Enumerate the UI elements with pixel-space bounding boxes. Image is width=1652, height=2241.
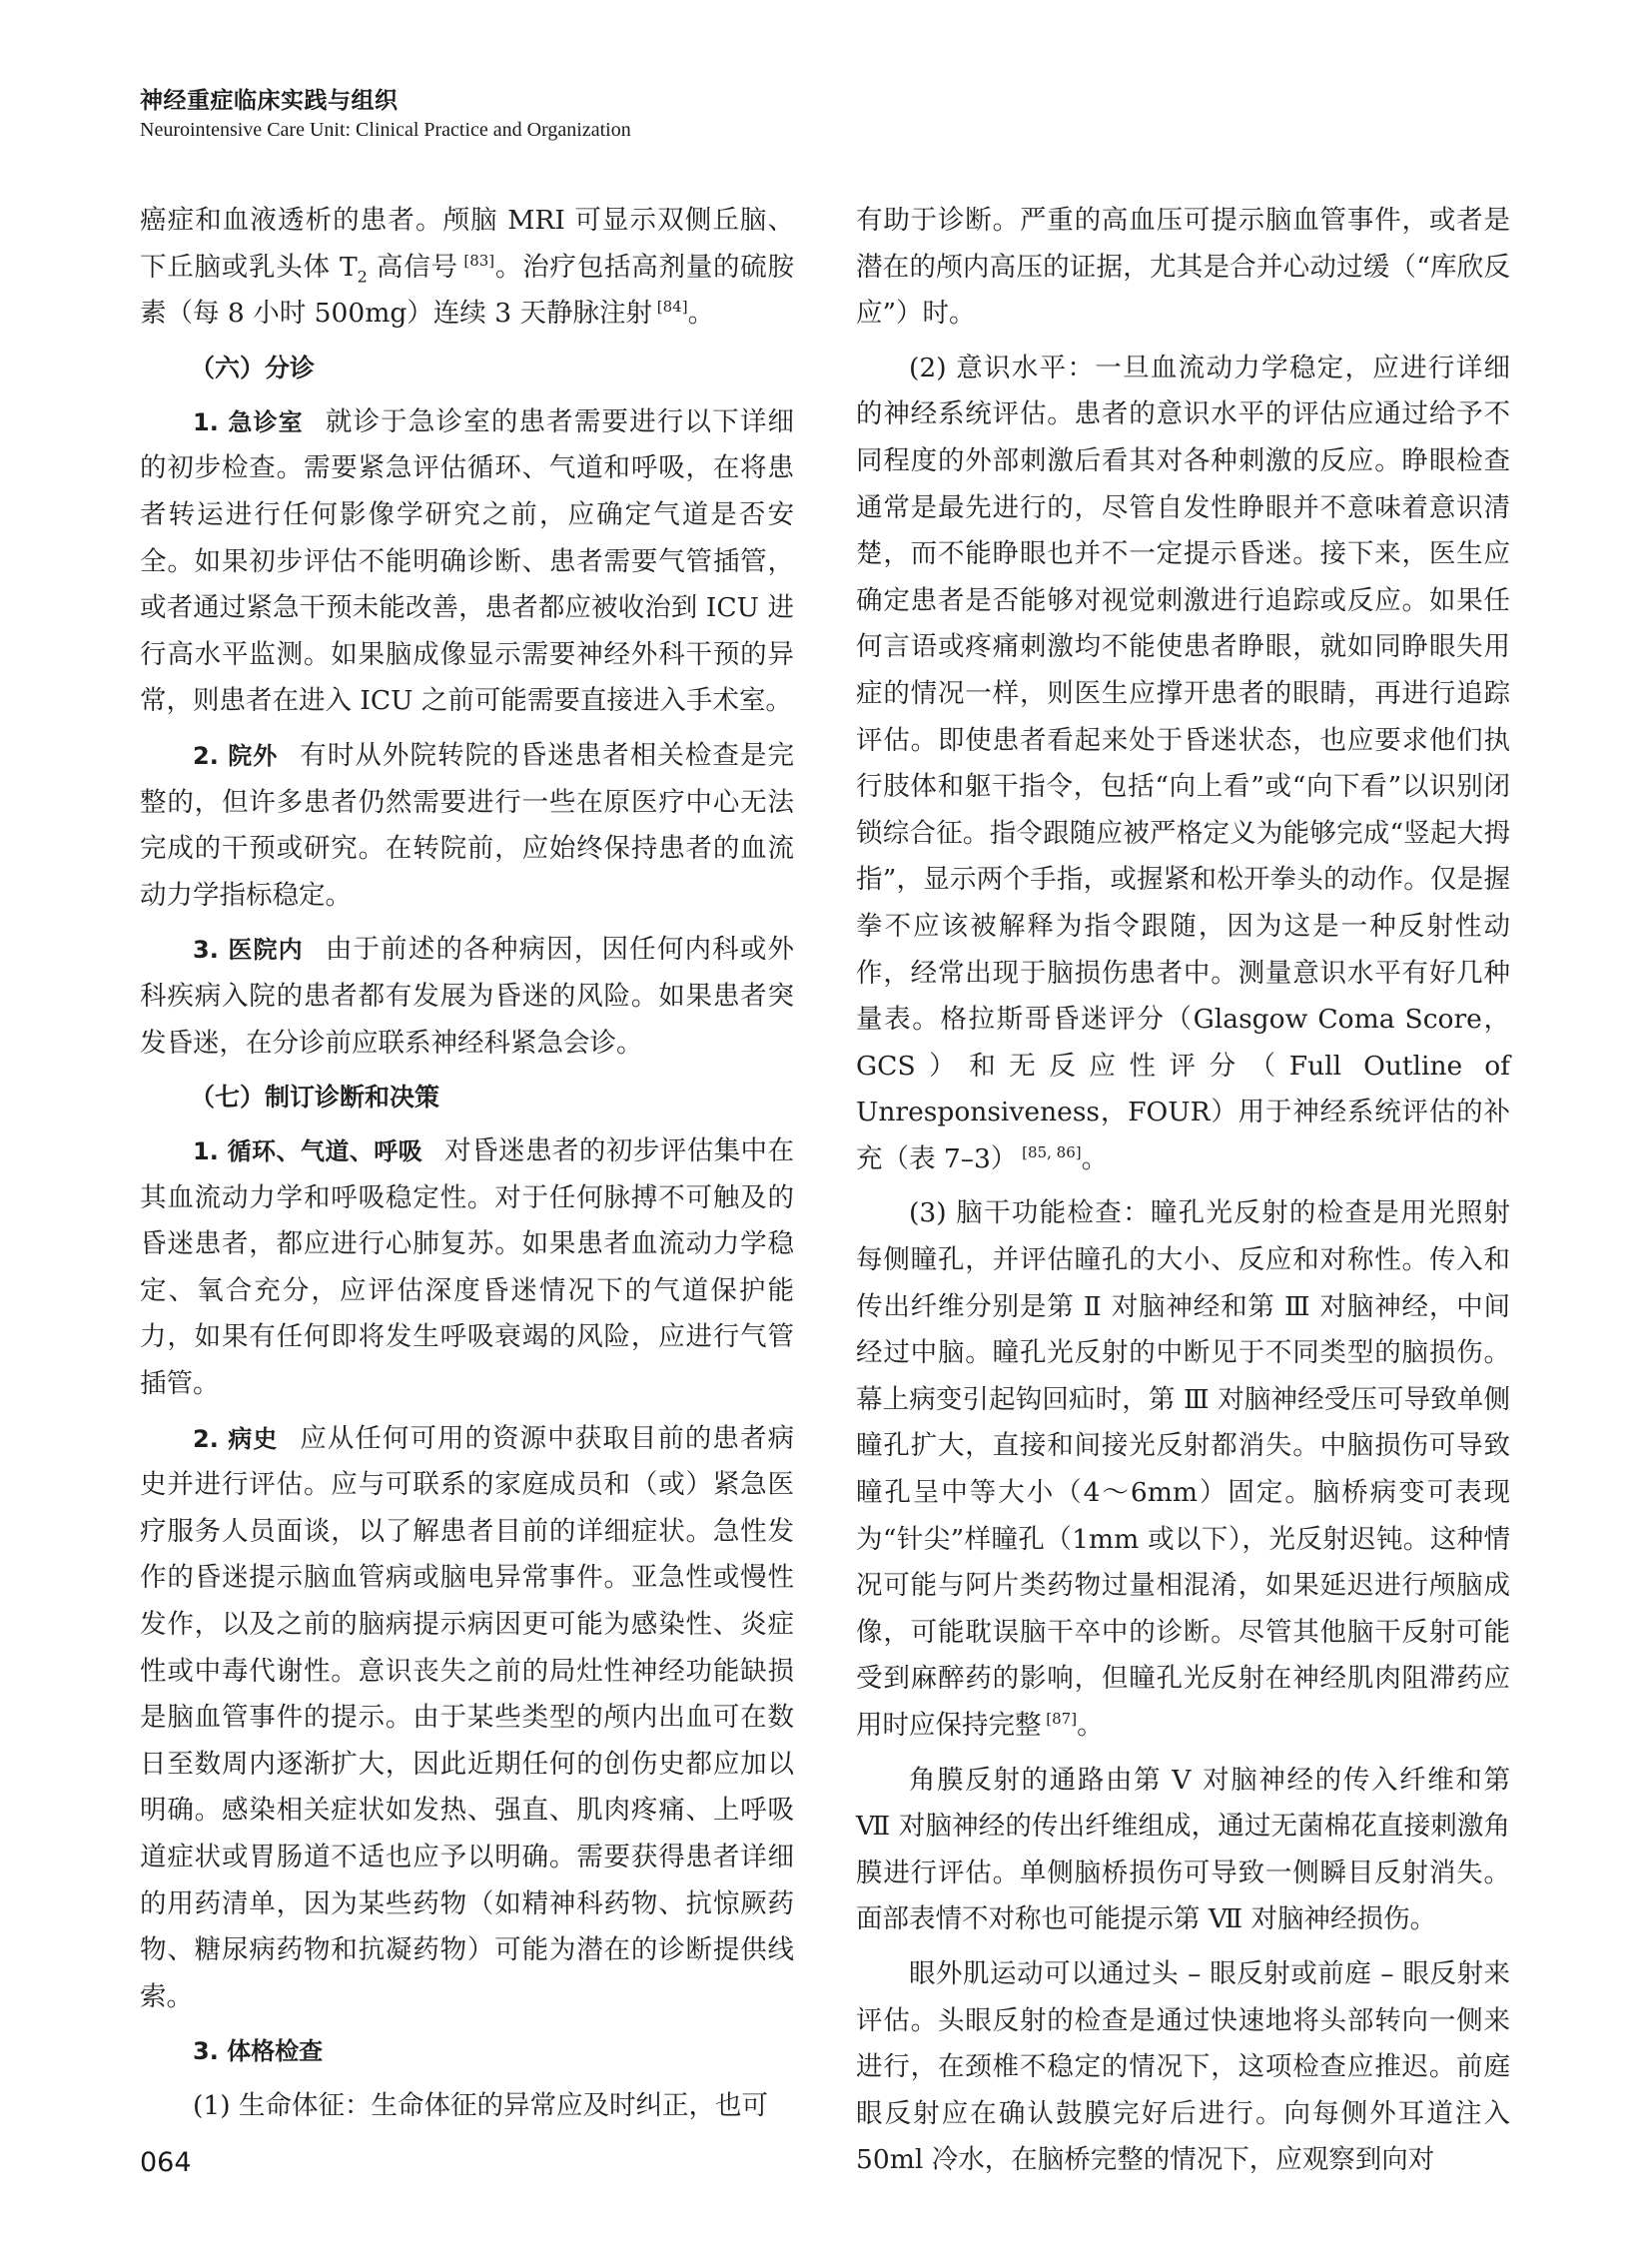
text-span: (3) 脑干功能检查：瞳孔光反射的检查是用光照射每侧瞳孔，并评估瞳孔的大小、反应和对称性。传入和传出纤维分别是第 Ⅱ 对脑神经和第 Ⅲ 对脑神经，中间经过中脑。瞳孔光反射的中断见于不同类型的脑损伤。幕上病变引起钩回疝时，第 Ⅲ 对脑神经受压可导致单侧瞳孔扩大，直接和间接光反射都消失。中脑损伤可导致瞳孔呈中等大小（4～6mm）固定。脑桥病变可表现为“针尖”样瞳孔（1mm 或以下），光反射迟钝。这种情况可能与阿片类药物过量相混淆，如果延迟进行颅脑成像，可能耽误脑干卒中的诊断。尽管其他脑干反射可能受到麻醉药的影响，但瞳孔光反射在神经肌肉阻滞药应用时应保持完整 — [856, 1197, 1510, 1741]
paragraph-outside-hospital — [140, 733, 794, 919]
text-span: 癌症和血液透析的患者。颅脑 MRI 可显示双侧丘脑、下丘脑或乳头体 T — [140, 205, 794, 283]
paragraph-corneal-reflex: 角膜反射的通路由第 Ⅴ 对脑神经的传入纤维和第 Ⅶ 对脑神经的传出纤维组成，通过无菌棉花直接刺激角膜进行评估。单侧脑桥损伤可导致一侧瞬目反射消失。面部表情不对称也可能提示第 Ⅶ 对脑神经损伤。 — [856, 1764, 1510, 1935]
text-span: 。 — [1081, 1142, 1109, 1174]
page-number: 064 — [140, 2147, 192, 2178]
paragraph-abc — [140, 1128, 794, 1408]
paragraph-physical-exam — [140, 2028, 794, 2075]
text-span: 有时从外院转院的昏迷患者相关检查是完整的，但许多患者仍然需要进行一些在原医疗中心无法完成的干预或研究。在转院前，应始终保持患者的血流动力学指标稳定。 — [140, 739, 795, 911]
subheading-lead: 2. 病史 — [193, 1424, 279, 1453]
paragraph-in-hospital — [140, 927, 794, 1067]
paragraph-emergency-room — [140, 399, 794, 725]
subheading-lead: 2. 院外 — [193, 741, 279, 770]
right-column — [856, 198, 1510, 2192]
subheading-lead: 3. 体格检查 — [193, 2037, 324, 2066]
paragraph-vital-signs: (1) 生命体征：生命体征的异常应及时纠正，也可 — [193, 2089, 768, 2121]
citation-ref: [87] — [1041, 1710, 1078, 1729]
text-span: 。治疗包括高剂量的硫胺素（每 8 小时 500mg）连续 3 天静脉注射 — [140, 251, 794, 330]
text-span: 高信号 — [367, 251, 458, 283]
text-span: 由于前述的各种病因，因任何内科或外科疾病入院的患者都有发展为昏迷的风险。如果患者突发昏迷，在分诊前应联系神经科紧急会诊。 — [140, 934, 795, 1059]
text-span: 就诊于急诊室的患者需要进行以下详细的初步检查。需要紧急评估循环、气道和呼吸，在将患者转运进行任何影像学研究之前，应确定气道是否安全。如果初步评估不能明确诊断、患者需要气管插管，或者通过紧急干预未能改善，患者都应被收治到 ICU 进行高水平监测。如果脑成像显示需要神经外科干预的异常，则患者在进入 ICU 之前可能需要直接进入手术室。 — [140, 405, 795, 717]
paragraph-vital-continued: 有助于诊断。严重的高血压可提示脑血管事件，或者是潜在的颅内高压的证据，尤其是合并心动过缓（“库欣反应”）时。 — [856, 205, 1510, 330]
citation-ref: [84] — [652, 298, 688, 317]
paragraph-brainstem-exam — [856, 1190, 1510, 1749]
left-column — [140, 198, 794, 2138]
text-span: (2) 意识水平：一旦血流动力学稳定，应进行详细的神经系统评估。患者的意识水平的评估应通过给予不同程度的外部刺激后看其对各种刺激的反应。睁眼检查通常是最先进行的，尽管自发性睁眼并不意味着意识清楚，而不能睁眼也并不一定提示昏迷。接下来，医生应确定患者是否能够对视觉刺激进行追踪或反应。如果任何言语或疼痛刺激均不能使患者睁眼，就如同睁眼失用症的情况一样，则医生应撑开患者的眼睛，再进行追踪评估。即使患者看起来处于昏迷状态，也应要求他们执行肢体和躯干指令，包括“向上看”或“向下看”以识别闭锁综合征。指令跟随应被严格定义为能够完成“竖起大拇指”，显示两个手指，或握紧和松开拳头的动作。仅是握拳不应该被解释为指令跟随，因为这是一种反射性动作，经常出现于脑损伤患者中。测量意识水平有好几种量表。格拉斯哥昏迷评分（Glasgow Coma Score，GCS）和无反应性评分（Full Outline of Unresponsiveness，FOUR）用于神经系统评估的补充（表 7–3） — [856, 352, 1510, 1174]
running-header — [140, 86, 1039, 144]
subheading-lead: 1. 急诊室 — [193, 407, 304, 436]
subscript: 2 — [357, 266, 368, 286]
paragraph-eye-movement: 眼外肌运动可以通过头 – 眼反射或前庭 – 眼反射来评估。头眼反射的检查是通过快速地将头部转向一侧来进行，在颈椎不稳定的情况下，这项检查应推迟。前庭眼反射应在确认鼓膜完好后进行。向每侧外耳道注入 50ml 冷水，在脑桥完整的情况下，应观察到向对 — [856, 1957, 1510, 2176]
text-span: 。 — [1077, 1710, 1104, 1741]
paragraph-wernicke-continued — [140, 198, 794, 338]
text-span: 。 — [687, 298, 715, 330]
text-span: 应从任何可用的资源中获取目前的患者病史并进行评估。应与可联系的家庭成员和（或）紧急医疗服务人员面谈，以了解患者目前的详细症状。急性发作的昏迷提示脑血管病或脑电异常事件。亚急性或慢性发作，以及之前的脑病提示病因更可能为感染性、炎症性或中毒代谢性。意识丧失之前的局灶性神经功能缺损是脑血管事件的提示。由于某些类型的颅内出血可在数日至数周内逐渐扩大，因此近期任何的创伤史都应加以明确。感染相关症状如发热、强直、肌肉疼痛、上呼吸道症状或胃肠道不适也应予以明确。需要获得患者详细的用药清单，因为某些药物（如精神科药物、抗惊厥药物、糖尿病药物和抗凝药物）可能为潜在的诊断提供线索。 — [140, 1422, 795, 2012]
subheading-lead: 1. 循环、气道、呼吸 — [193, 1137, 423, 1166]
section-heading-triage: （六）分诊 — [190, 353, 316, 382]
paragraph-history — [140, 1416, 794, 2021]
book-title-en: Neurointensive Care Unit: Clinical Practice and Organization — [140, 119, 631, 141]
text-span: 对昏迷患者的初步评估集中在其血流动力学和呼吸稳定性。对于任何脉搏不可触及的昏迷患者，都应进行心肺复苏。如果患者血流动力学稳定、氧合充分，应评估深度昏迷情况下的气道保护能力，如果有任何即将发生呼吸衰竭的风险，应进行气管插管。 — [140, 1135, 795, 1400]
subheading-lead: 3. 医院内 — [193, 936, 304, 965]
citation-ref: [83] — [457, 251, 495, 270]
paragraph-consciousness-level — [856, 346, 1510, 1183]
section-heading-diagnosis: （七）制订诊断和决策 — [190, 1083, 440, 1113]
book-title-cn: 神经重症临床实践与组织 — [140, 88, 399, 114]
citation-ref: [85, 86] — [1017, 1143, 1082, 1162]
